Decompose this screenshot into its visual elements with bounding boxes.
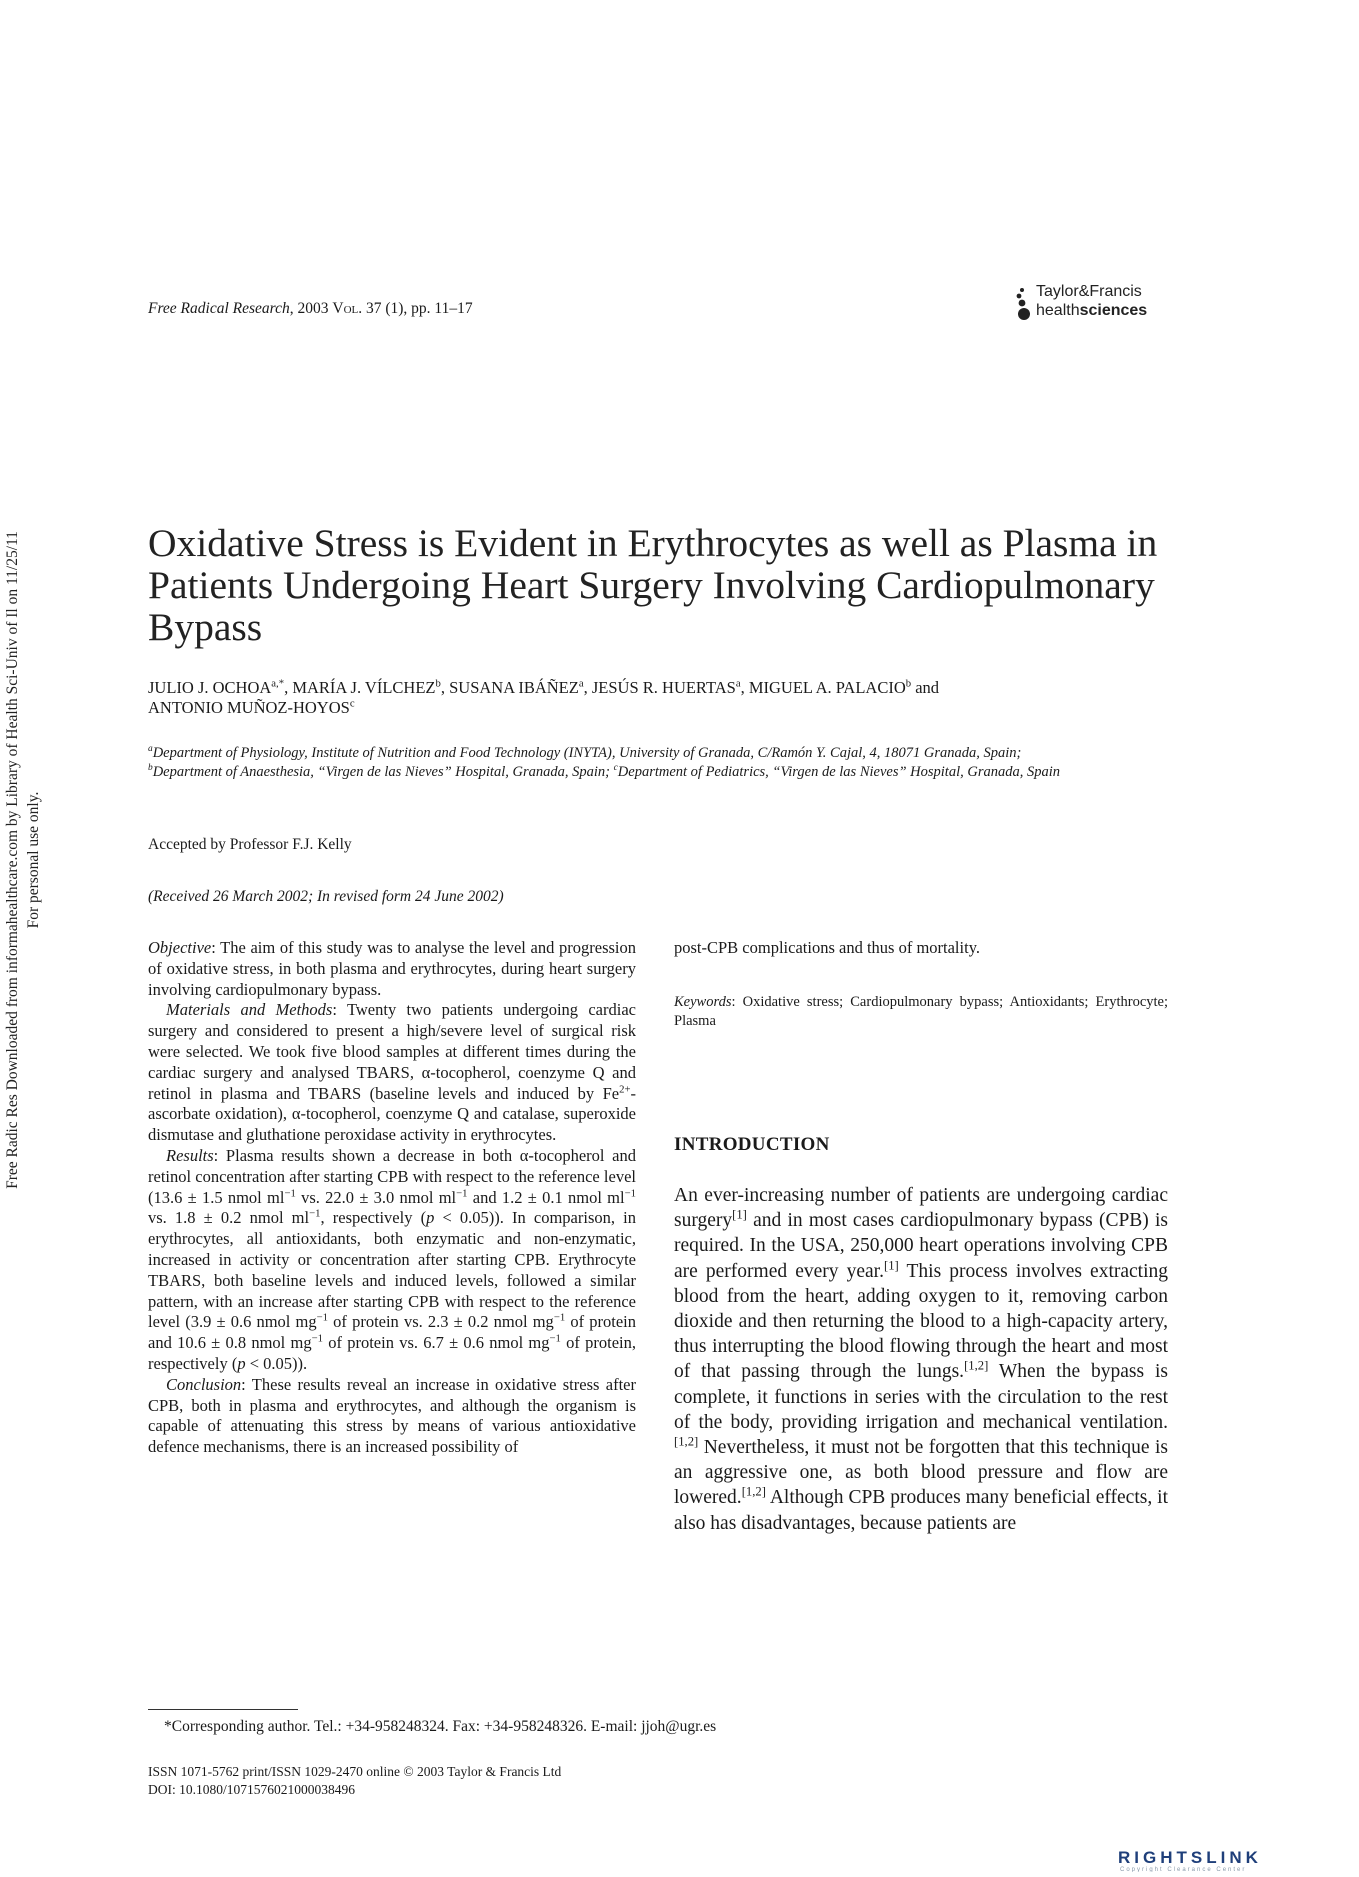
abstract-objective: Objective: The aim of this study was to analyse the level and progression of oxidative stress, in both plasma and erythrocytes, during heart surgery involving cardiopulmonary bypass. bbox=[148, 938, 636, 999]
footnote-rule bbox=[148, 1709, 298, 1710]
doi-line: DOI: 10.1080/1071576021000038496 bbox=[148, 1782, 355, 1797]
author-name: JULIO J. OCHOA bbox=[148, 678, 272, 697]
rightslink-logo[interactable] bbox=[1118, 1848, 1350, 1872]
logo-line-1: Taylor&Francis bbox=[1036, 283, 1142, 300]
affiliation-b: Department of Anaesthesia, “Virgen de las Nieves” Hospital, Granada, Spain; bbox=[152, 764, 610, 780]
citation-ref: [1,2] bbox=[964, 1358, 989, 1373]
accepted-by: Accepted by Professor F.J. Kelly bbox=[148, 836, 352, 853]
abstract-methods: Materials and Methods: Twenty two patients undergoing cardiac surgery and considered to present a high/severe level of surgical risk were selected. We took five blood samples at different times during the cardiac surgery and analysed TBARS, α-tocopherol, coenzyme Q and retinol in plasma and TBARS (baseline levels and induced by $Fe^{2+}$-ascorbate oxidation), α-tocopherol, coenzyme Q and catalase, superoxide dismutase and gluthatione peroxidase activity in erythrocytes. bbox=[148, 1000, 636, 1145]
publisher-logo bbox=[1016, 283, 1166, 323]
journal-name: Free Radical Research bbox=[148, 300, 290, 317]
introduction-body: An ever-increasing number of patients are undergoing cardiac surgery[1] and in most cases cardiopulmonary bypass (CPB) is required. In the USA, 250,000 heart operations involving CPB are performed every year.[1] This process involves extracting blood from the heart, adding oxygen to it, removing carbon dioxide and then returning the blood to a high-capacity artery, thus interrupting the blood flowing through the heart and most of that passing through the lungs.[1,2] When the bypass is complete, it functions in series with the circulation to the rest of the body, providing irrigation and mechanical ventilation.[1,2] Nevertheless, it must not be forgotten that this technique is an aggressive one, as both blood pressure and flow are lowered.[1,2] Although CPB produces many beneficial effects, it also has disadvantages, because patients are bbox=[674, 1185, 1168, 1534]
affiliation-c: Department of Pediatrics, “Virgen de las Nieves” Hospital, Granada, Spain bbox=[617, 764, 1061, 780]
author-name: MARÍA J. VÍLCHEZ bbox=[292, 678, 436, 697]
author-name: SUSANA IBÁÑEZ bbox=[449, 678, 579, 697]
side-note-line-1: Free Radic Res Downloaded from informahealthcare.com by Library of Health Sci-Univ of Il on 11/25/11 bbox=[4, 531, 21, 1189]
journal-citation: Free Radical Research, 2003 Vol. 37 (1), pp. 11–17 bbox=[148, 300, 473, 317]
author-list: JULIO J. $OCHOA^{a,*}$, MARÍA J. VÍLCHEZ$^b$, SUSANA IBÁÑEZ$^a$, JESÚS R. HUERTAS$^a$, MIGUEL A. PALACIO$^b$ and ANTONIO MUÑOZ-HOYOS$^c$ bbox=[148, 677, 940, 717]
citation-ref: [1,2] bbox=[674, 1434, 699, 1449]
citation-ref: [1] bbox=[732, 1207, 747, 1222]
side-note-line-2: For personal use only. bbox=[25, 791, 42, 929]
logo-line-2: healthsciences bbox=[1036, 302, 1148, 319]
received-dates: (Received 26 March 2002; In revised form 24 June 2002) bbox=[148, 888, 504, 905]
issn-doi bbox=[148, 1763, 561, 1799]
article-title: Oxidative Stress is Evident in Erythrocytes as well as Plasma in Patients Undergoing Heart Surgery Involving Cardiopulmonary Bypass bbox=[148, 521, 1158, 649]
abstract bbox=[148, 938, 636, 1458]
author-name: JESÚS R. HUERTAS bbox=[591, 678, 736, 697]
rightslink-text: RIGHTSLINK bbox=[1118, 1848, 1262, 1867]
introduction-heading: INTRODUCTION bbox=[674, 1134, 830, 1155]
author-name: ANTONIO MUÑOZ-HOYOS bbox=[148, 698, 350, 717]
abstract-continuation: post-CPB complications and thus of mortality. bbox=[674, 938, 980, 957]
corresponding-author-footnote: *Corresponding author. Tel.: +34-958248324. Fax: +34-958248326. E-mail: jjoh@ugr.es bbox=[164, 1718, 717, 1735]
affiliation-a: Department of Physiology, Institute of Nutrition and Food Technology (INYTA), University of Granada, C/Ramón Y. Cajal, 4, 18071 Granada, Spain; bbox=[152, 745, 1022, 761]
issn-line: ISSN 1071-5762 print/ISSN 1029-2470 online © 2003 Taylor & Francis Ltd bbox=[148, 1764, 562, 1779]
author-name: MIGUEL A. PALACIO bbox=[748, 678, 906, 697]
citation-ref: [1] bbox=[883, 1258, 899, 1273]
keywords: Keywords: Oxidative stress; Cardiopulmonary bypass; Antioxidants; Erythrocyte; Plasma bbox=[674, 994, 1168, 1029]
download-side-note bbox=[2, 420, 44, 1300]
abstract-conclusion: Conclusion: These results reveal an increase in oxidative stress after CPB, both in plasma and erythrocytes, and although the organism is capable of attenuating this stress by means of various antioxidative defence mechanisms, there is an increased possibility of bbox=[148, 1374, 636, 1457]
rightslink-icon bbox=[1118, 1848, 1350, 1872]
abstract-results: Results: Plasma results shown a decrease in both α-tocopherol and retinol concentration after starting CPB with respect to the reference level (13.6 ± 1.5 nmol $ml^{-1}$ vs. 22.0 ± 3.0 nmol $ml^{-1}$ and 1.2 ± 0.1 nmol $ml^{-1}$ vs. 1.8 ± 0.2 nmol $ml^{-1}$, respectively (p < 0.05)). In comparison, in erythrocytes, all antioxidants, both enzymatic and non-enzymatic, increased in activity or concentration after starting CPB. Erythrocyte TBARS, both baseline levels and induced levels, followed a similar pattern, with an increase after starting CPB with respect to the reference level (3.9 ± 0.6 nmol $mg^{-1}$ of protein vs. 2.3 ± 0.2 nmol $mg^{-1}$ of protein and 10.6 ± 0.8 nmol $mg^{-1}$ of protein vs. 6.7 ± 0.6 nmol $mg^{-1}$ of protein, respectively (p < 0.05)). bbox=[148, 1145, 637, 1373]
rightslink-subtext: Copyright Clearance Center bbox=[1120, 1867, 1247, 1872]
affiliations: $^a$Department of Physiology, Institute of Nutrition and Food Technology (INYTA), University of Granada, C/Ramón Y. Cajal, 4, 18071 Granada, Spain; $^b$Department of Anaesthesia, “Virgen de las Nieves” Hospital, Granada, Spain; $^c$Department of Pediatrics, “Virgen de las Nieves” Hospital, Granada, Spain bbox=[148, 744, 1061, 780]
citation-ref: [1,2] bbox=[741, 1484, 766, 1499]
